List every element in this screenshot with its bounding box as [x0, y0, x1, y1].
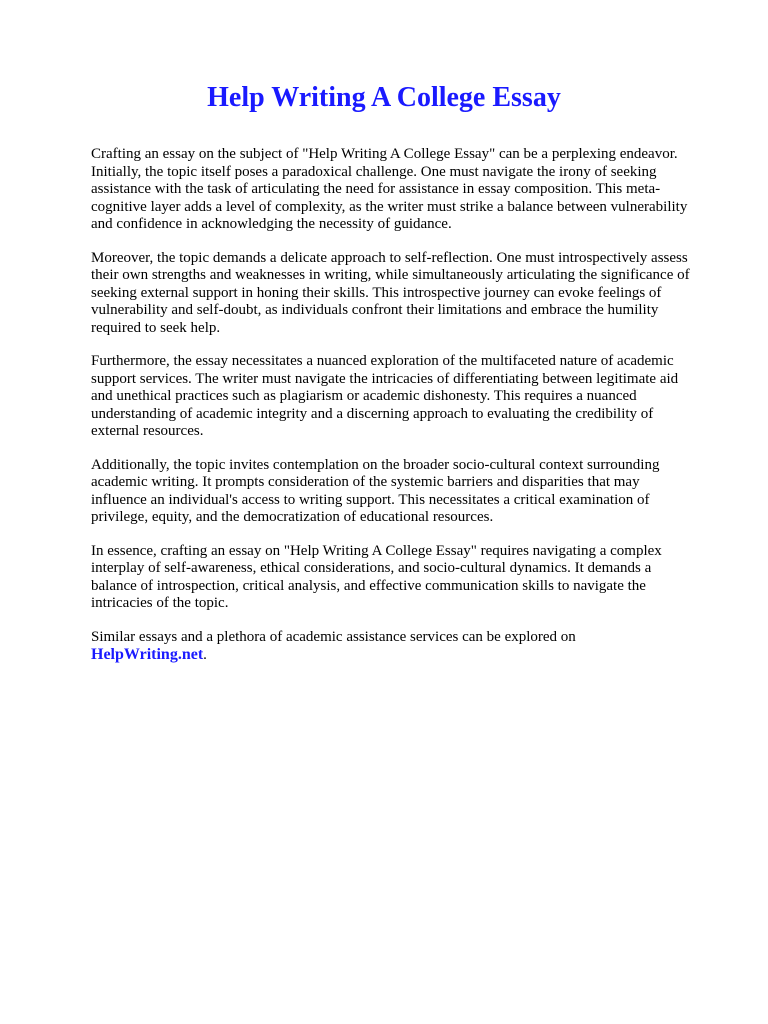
paragraph-1: Crafting an essay on the subject of "Help Writing A College Essay" can be a perplexing endeavor. Initially, the topic itself poses a paradoxical challenge. One must navigate the irony of seeking assistance with the task of articulating the need for assistance in essay composition. This meta-cognitive layer adds a level of complexity, as the writer must strike a balance between vulnerability and confidence in acknowledging the necessity of guidance. — [91, 146, 688, 232]
paragraph-2: Moreover, the topic demands a delicate approach to self-reflection. One must introspectively assess their own strengths and weaknesses in writing, while simultaneously articulating the significance of seeking external support in honing their skills. This introspective journey can evoke feelings of vulnerability and self-doubt, as individuals confront their limitations and embrace the humility required to seek help. — [91, 249, 690, 336]
closing-text: Similar essays and a plethora of academic assistance services can be explored on — [91, 628, 576, 645]
essay-body — [91, 146, 691, 681]
closing-suffix: . — [203, 647, 207, 663]
closing-paragraph — [91, 629, 691, 665]
paragraph-3: Furthermore, the essay necessitates a nuanced exploration of the multifaceted nature of academic support services. The writer must navigate the intricacies of differentiating between legitimate aid and unethical practices such as plagiarism or academic dishonesty. This requires a nuanced understanding of academic integrity and a discerning approach to evaluating the credibility of external resources. — [91, 353, 679, 439]
paragraph-4: Additionally, the topic invites contemplation on the broader socio-cultural context surrounding academic writing. It prompts consideration of the systemic barriers and disparities that may influence an individual's access to writing support. This necessitates a critical examination of privilege, equity, and the democratization of educational resources. — [91, 456, 660, 525]
page-title: Help Writing A College Essay — [207, 82, 561, 113]
paragraph-5: In essence, crafting an essay on "Help Writing A College Essay" requires navigating a complex interplay of self-awareness, ethical considerations, and socio-cultural dynamics. It demands a balance of introspection, critical analysis, and effective communication skills to navigate the intricacies of the topic. — [91, 542, 662, 611]
helpwriting-link[interactable]: HelpWriting.net — [91, 646, 204, 663]
